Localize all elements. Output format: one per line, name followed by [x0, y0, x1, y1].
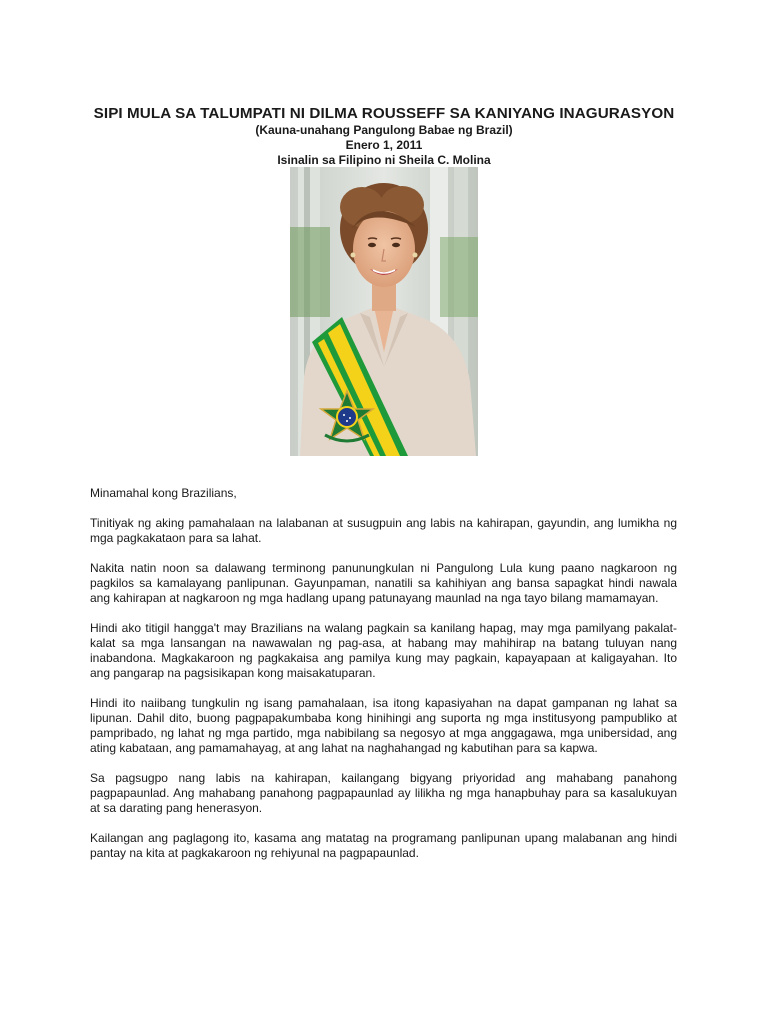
- document-date: Enero 1, 2011: [345, 138, 423, 152]
- speech-body: [90, 486, 677, 876]
- document-header: [0, 104, 768, 168]
- translator-credit: Isinalin sa Filipino ni Sheila C. Molina: [277, 153, 491, 167]
- paragraph: Tinitiyak ng aking pamahalaan na lalabanan at susugpuin ang labis na kahirapan, gayundin, ang lumikha ng mga pagkakataon para sa lahat.: [90, 516, 677, 545]
- paragraph: Hindi ako titigil hangga't may Brazilians na walang pagkain sa kanilang hapag, may mga pamilyang pakalat-kalat sa mga lansangan na nawawalan ng pag-asa, at habang may mahihirap na batang tuluyan nang inabandona. Magkakaroon ng pagkakaisa ang pamilya kung may pagkain, kapayapaan at kaligayahan. Ito ang pangarap na pagsisikapan kong maisakatuparan.: [90, 621, 677, 680]
- document-subtitle: (Kauna-unahang Pangulong Babae ng Brazil): [255, 123, 513, 137]
- paragraph: Nakita natin noon sa dalawang terminong panunungkulan ni Pangulong Lula kung paano nagkaroon ng pagkilos sa kamalayang panlipunan. Gayunpaman, nanatili sa kahihiyan ang bansa sapagkat hindi nawala ang kahirapan at nagkaroon ng mga hadlang upang patunayang maunlad na nga tayo bilang mamamayan.: [90, 561, 677, 605]
- portrait-illustration: [290, 167, 478, 456]
- salutation: Minamahal kong Brazilians,: [90, 486, 237, 500]
- document-title: SIPI MULA SA TALUMPATI NI DILMA ROUSSEFF SA KANIYANG INAGURASYON: [93, 105, 675, 122]
- paragraph: Kailangan ang paglagong ito, kasama ang matatag na programang panlipunan upang malabanan ang hindi pantay na kita at pagkakaroon ng rehiyunal na pagpapaunlad.: [90, 831, 677, 860]
- paragraph: Hindi ito naiibang tungkulin ng isang pamahalaan, isa itong kapasiyahan na dapat gampanan ng lahat sa lipunan. Dahil dito, buong pagpapakumbaba kong hinihingi ang suporta ng mga institusyong pampubliko at pampribado, ng lahat ng mga partido, mga nabibilang sa negosyo at mga anggagawa, mga unibersidad, ang ating kabataan, ang pamamahayag, at ang lahat na naghahangad ng kabutihan para sa kapwa.: [90, 696, 677, 755]
- portrait-photo: [290, 167, 478, 456]
- paragraph: Sa pagsugpo nang labis na kahirapan, kailangang bigyang priyoridad ang mahabang panahong pagpapaunlad. Ang mahabang panahong pagpapaunlad ay lilikha ng mga hanapbuhay para sa kasalukuyan at sa darating pang henerasyon.: [90, 771, 677, 815]
